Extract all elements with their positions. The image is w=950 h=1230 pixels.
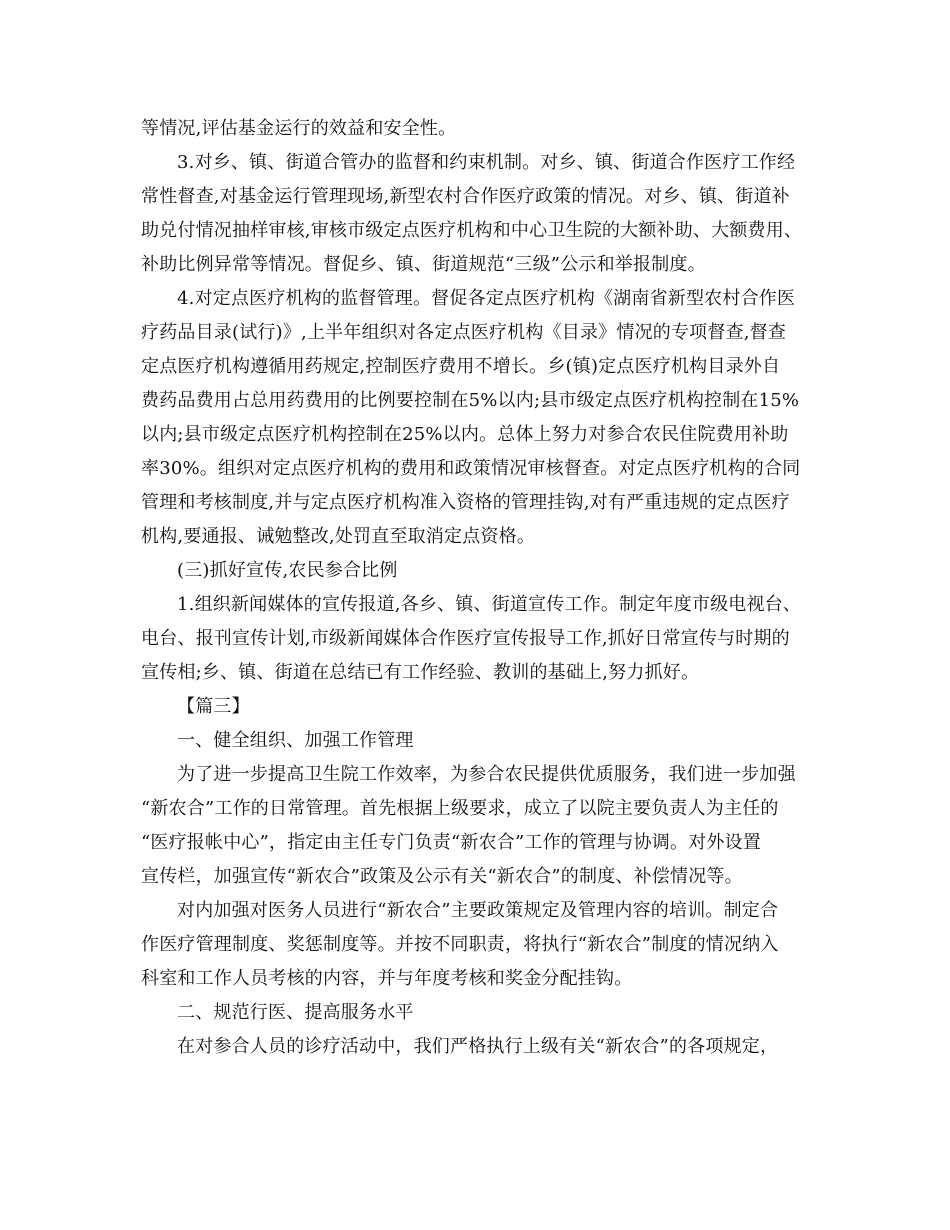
text-line: (三)抓好宣传,农民参合比例 (177, 560, 398, 581)
text-line: 宣传相;乡、镇、街道在总结已有工作经验、教训的基础上,努力抓好。 (141, 662, 700, 683)
text-line: 在对参合人员的诊疗活动中，我们严格执行上级有关“新农合”的各项规定， (177, 1036, 779, 1057)
text-line: 对内加强对医务人员进行“新农合”主要政策规定及管理内容的培训。制定合 (177, 900, 779, 921)
text-line: 等情况,评估基金运行的效益和安全性。 (141, 118, 457, 139)
text-line: “新农合”工作的日常管理。首先根据上级要求，成立了以院主要负责人为主任的 (141, 798, 779, 819)
text-line: 作医疗管理制度、奖惩制度等。并按不同职责，将执行“新农合”制度的情况纳入 (141, 934, 779, 955)
text-line: 助兑付情况抽样审核,审核市级定点医疗机构和中心卫生院的大额补助、大额费用、 (141, 220, 803, 241)
text-line: 3.对乡、镇、街道合管办的监督和约束机制。对乡、镇、街道合作医疗工作经 (177, 152, 796, 173)
text-line: 一、健全组织、加强工作管理 (177, 730, 414, 751)
text-line: 科室和工作人员考核的内容，并与年度考核和奖金分配挂钩。 (141, 968, 633, 989)
text-line: 补助比例异常等情况。督促乡、镇、街道规范“三级”公示和举报制度。 (141, 254, 706, 275)
text-line: 4.对定点医疗机构的监督管理。督促各定点医疗机构《湖南省新型农村合作医 (177, 288, 796, 309)
document-body (141, 112, 821, 1064)
text-line: “医疗报帐中心”，指定由主任专门负责“新农合”工作的管理与协调。对外设置 (141, 832, 762, 853)
text-line: 【篇三】 (177, 696, 250, 717)
text-line: 率30%。组织对定点医疗机构的费用和政策情况审核督查。对定点医疗机构的合同 (141, 458, 801, 479)
text-line: 为了进一步提高卫生院工作效率，为参合农民提供优质服务，我们进一步加强 (177, 764, 796, 785)
text-line: 二、规范行医、提高服务水平 (177, 1002, 414, 1023)
text-line: 费药品费用占总用药费用的比例要控制在5%以内;县市级定点医疗机构控制在15% (141, 390, 800, 411)
text-line: 定点医疗机构遵循用药规定,控制医疗费用不增长。乡(镇)定点医疗机构目录外自 (141, 356, 781, 377)
text-line: 1.组织新闻媒体的宣传报道,各乡、镇、街道宣传工作。制定年度市级电视台、 (177, 594, 802, 615)
text-line: 常性督查,对基金运行管理现场,新型农村合作医疗政策的情况。对乡、镇、街道补 (141, 186, 790, 207)
text-line: 疗药品目录(试行)》,上半年组织对各定点医疗机构《目录》情况的专项督查,督查 (141, 322, 787, 343)
text-line: 机构,要通报、诫勉整改,处罚直至取消定点资格。 (141, 526, 536, 547)
text-line: 管理和考核制度,并与定点医疗机构准入资格的管理挂钩,对有严重违规的定点医疗 (141, 492, 790, 513)
text-line: 以内;县市级定点医疗机构控制在25%以内。总体上努力对参合农民住院费用补助 (141, 424, 789, 445)
text-line: 宣传栏，加强宣传“新农合”政策及公示有关“新农合”的制度、补偿情况等。 (141, 866, 743, 887)
text-line: 电台、报刊宣传计划,市级新闻媒体合作医疗宣传报导工作,抓好日常宣传与时期的 (141, 628, 790, 649)
